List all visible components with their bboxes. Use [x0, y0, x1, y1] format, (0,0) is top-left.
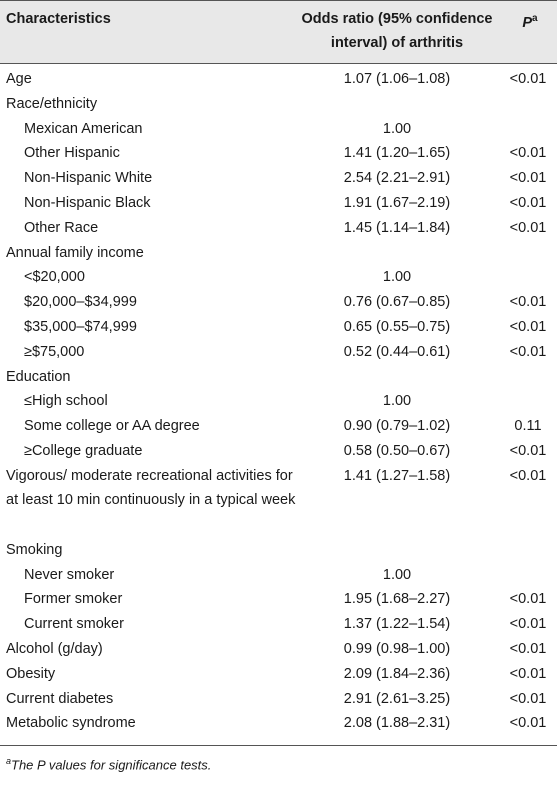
- table-row: [0, 213, 557, 238]
- table-row: [0, 163, 557, 188]
- table-row: [0, 411, 557, 436]
- table-row: [0, 436, 557, 461]
- table-row: [0, 238, 557, 263]
- row-odds-ratio: 1.45 (1.14–1.84): [343, 219, 451, 236]
- row-characteristic: Vigorous/ moderate recreational activities for at least 10 min continuously in a typical week: [6, 467, 296, 509]
- row-odds-ratio: 0.99 (0.98–1.00): [343, 640, 451, 657]
- row-p-value: <0.01: [509, 616, 547, 633]
- table-row: [0, 64, 557, 89]
- row-p-value: 0.11: [514, 418, 542, 435]
- row-odds-ratio: 2.91 (2.61–3.25): [343, 690, 451, 707]
- row-p-value: <0.01: [509, 318, 547, 335]
- row-characteristic: ≥$75,000: [24, 343, 85, 360]
- row-characteristic: Former smoker: [24, 591, 123, 608]
- table-row: [0, 609, 557, 634]
- header-odds-ratio: [297, 7, 497, 55]
- table-row: [0, 708, 557, 733]
- row-characteristic: Current smoker: [24, 616, 124, 633]
- row-p-value: <0.01: [509, 591, 547, 608]
- table-row: [0, 188, 557, 213]
- row-odds-ratio: 2.08 (1.88–2.31): [343, 715, 451, 732]
- row-characteristic: Non-Hispanic White: [24, 170, 153, 187]
- row-characteristic: Education: [6, 368, 71, 385]
- table-footnote: [6, 752, 211, 774]
- row-characteristic: Obesity: [6, 665, 56, 682]
- row-p-value: <0.01: [509, 467, 547, 484]
- row-p-value: <0.01: [509, 71, 547, 87]
- row-characteristic: Smoking: [6, 541, 63, 558]
- row-characteristic: Current diabetes: [6, 690, 114, 707]
- table-row: [0, 584, 557, 609]
- row-p-value: <0.01: [509, 145, 547, 162]
- row-characteristic: Some college or AA degree: [24, 418, 200, 435]
- row-p-value: <0.01: [509, 194, 547, 211]
- row-characteristic: Race/ethnicity: [6, 95, 98, 112]
- row-characteristic: Age: [6, 71, 32, 87]
- row-odds-ratio: 0.58 (0.50–0.67): [343, 442, 451, 459]
- table-row: [0, 362, 557, 387]
- header-characteristics: Characteristics: [6, 11, 111, 27]
- row-odds-ratio: 1.95 (1.68–2.27): [343, 591, 451, 608]
- row-characteristic: Other Hispanic: [24, 145, 120, 162]
- row-characteristic: $20,000–$34,999: [24, 294, 137, 311]
- row-characteristic: Annual family income: [6, 244, 144, 261]
- row-p-value: <0.01: [509, 343, 547, 360]
- table-bottom-rule: [0, 745, 557, 746]
- row-characteristic: Non-Hispanic Black: [24, 194, 151, 211]
- table-row: [0, 89, 557, 114]
- row-odds-ratio: 2.09 (1.84–2.36): [343, 665, 451, 682]
- row-p-value: <0.01: [509, 690, 547, 707]
- row-characteristic: ≤High school: [24, 393, 108, 410]
- row-odds-ratio: 0.76 (0.67–0.85): [343, 294, 451, 311]
- row-p-value: <0.01: [509, 640, 547, 657]
- table-header: [0, 0, 557, 64]
- row-characteristic: ≥College graduate: [24, 442, 143, 459]
- row-odds-ratio: 1.00: [382, 393, 412, 410]
- row-p-value: <0.01: [509, 442, 547, 459]
- table-row: [0, 634, 557, 659]
- header-p-value: [510, 7, 550, 35]
- row-odds-ratio: 1.00: [382, 566, 412, 583]
- row-characteristic: Mexican American: [24, 120, 143, 137]
- footnote-text: The P values for significance tests.: [11, 757, 212, 773]
- table-row: [0, 287, 557, 312]
- table-row: [0, 262, 557, 287]
- row-odds-ratio: 1.41 (1.27–1.58): [343, 467, 451, 484]
- row-odds-ratio: 1.00: [382, 269, 412, 286]
- row-p-value: <0.01: [509, 294, 547, 311]
- table-row: [0, 312, 557, 337]
- table-row: [0, 114, 557, 139]
- table-row: [0, 461, 557, 535]
- row-odds-ratio: 0.52 (0.44–0.61): [343, 343, 451, 360]
- row-odds-ratio: 1.41 (1.20–1.65): [343, 145, 451, 162]
- table-row: [0, 138, 557, 163]
- row-characteristic: <$20,000: [24, 269, 85, 286]
- header-odds-ratio-line2: interval) of arthritis: [330, 35, 464, 51]
- row-odds-ratio: 1.00: [382, 120, 412, 137]
- table-row: [0, 659, 557, 684]
- table-row: [0, 386, 557, 411]
- footnote-superscript: a: [6, 756, 12, 766]
- row-characteristic: Metabolic syndrome: [6, 715, 136, 732]
- row-odds-ratio: 0.90 (0.79–1.02): [343, 418, 451, 435]
- row-odds-ratio: 2.54 (2.21–2.91): [343, 170, 451, 187]
- row-characteristic: Other Race: [24, 219, 99, 236]
- table-row: [0, 684, 557, 709]
- header-p-superscript: a: [532, 13, 538, 24]
- row-p-value: <0.01: [509, 715, 547, 732]
- row-odds-ratio: 1.07 (1.06–1.08): [343, 71, 451, 87]
- table-row: [0, 535, 557, 560]
- row-odds-ratio: 0.65 (0.55–0.75): [343, 318, 451, 335]
- row-characteristic: $35,000–$74,999: [24, 318, 137, 335]
- row-characteristic: Alcohol (g/day): [6, 640, 103, 657]
- table-body: [0, 64, 557, 733]
- row-p-value: <0.01: [509, 170, 547, 187]
- row-odds-ratio: 1.37 (1.22–1.54): [343, 616, 451, 633]
- row-p-value: <0.01: [509, 219, 547, 236]
- header-odds-ratio-line1: Odds ratio (95% confidence: [301, 11, 493, 27]
- row-p-value: <0.01: [509, 665, 547, 682]
- header-p-letter: P: [522, 14, 533, 31]
- table-row: [0, 560, 557, 585]
- row-characteristic: Never smoker: [24, 566, 115, 583]
- row-odds-ratio: 1.91 (1.67–2.19): [343, 194, 451, 211]
- table-row: [0, 337, 557, 362]
